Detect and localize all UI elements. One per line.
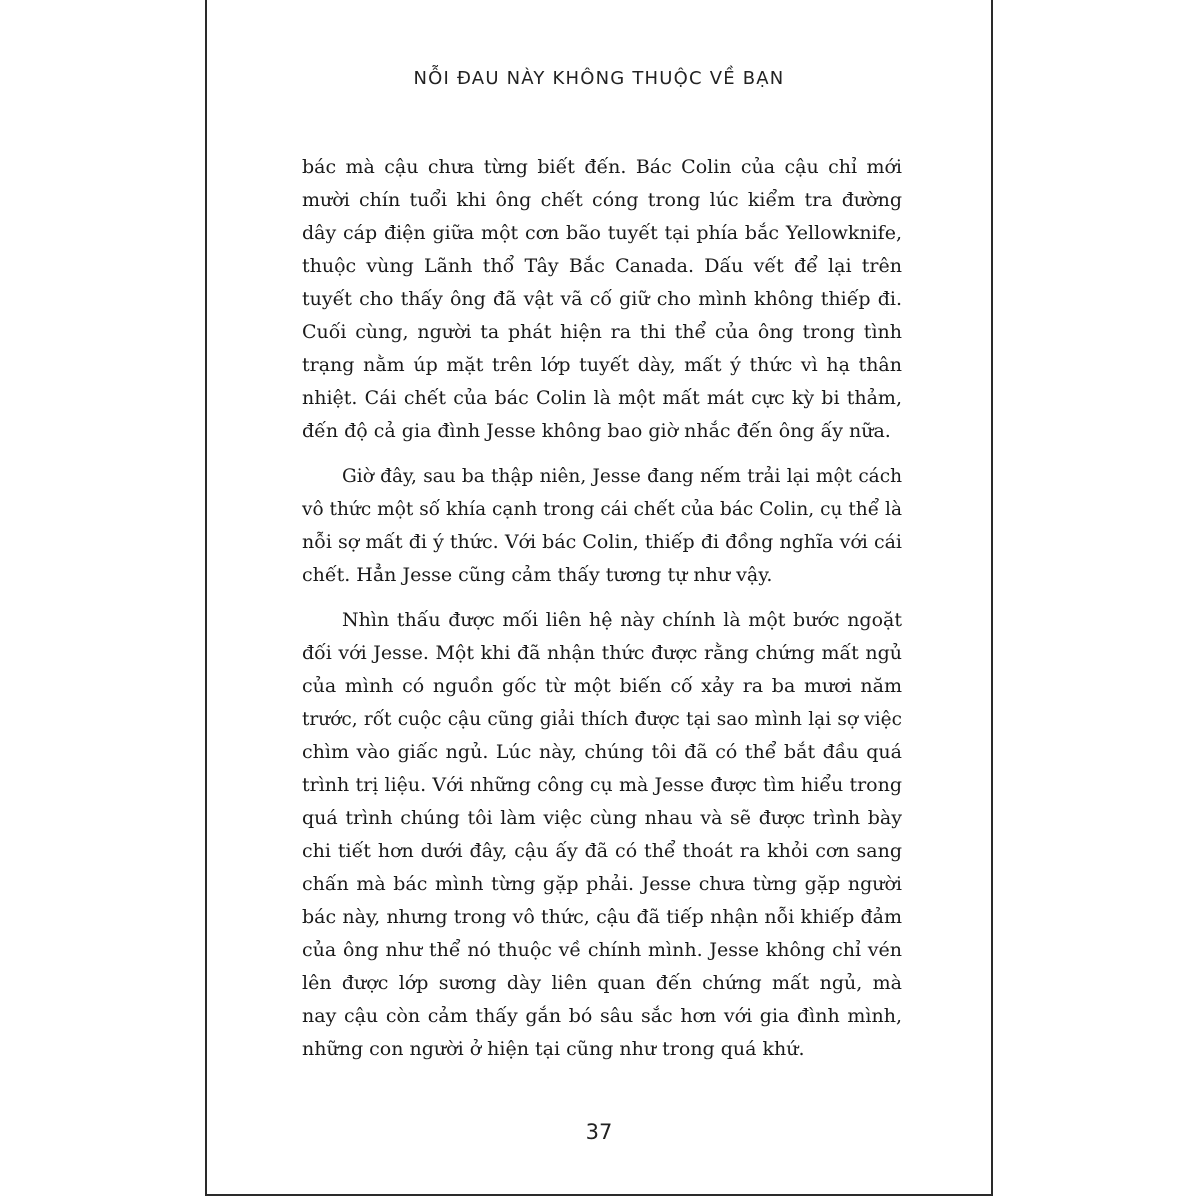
text-line: đến độ cả gia đình Jesse không bao giờ nhắc đến ông ấy nữa. (302, 420, 891, 442)
page-number: 37 (585, 1120, 613, 1144)
text-line: bác mà cậu chưa từng biết đến. Bác Colin của cậu chỉ mới (302, 156, 902, 178)
paragraph-gap (302, 592, 902, 604)
text-line: Giờ đây, sau ba thập niên, Jesse đang nếm trải lại một cách (342, 466, 902, 487)
text-line: của ông như thể nó thuộc về chính mình. Jesse không chỉ vén (302, 939, 902, 961)
text-line: những con người ở hiện tại cũng như trong quá khứ. (302, 1038, 805, 1060)
text-line: Cuối cùng, người ta phát hiện ra thi thể của ông trong tình (302, 321, 902, 343)
text-line: trước, rốt cuộc cậu cũng giải thích được tại sao mình lại sợ việc (302, 709, 902, 730)
text-line: trình trị liệu. Với những công cụ mà Jesse được tìm hiểu trong (302, 774, 902, 796)
book-page (205, 0, 993, 1196)
text-line: chi tiết hơn dưới đây, cậu ấy đã có thể thoát ra khỏi cơn sang (302, 840, 902, 862)
text-line: tuyết cho thấy ông đã vật vã cố giữ cho mình không thiếp đi. (302, 288, 902, 310)
text-line: chìm vào giấc ngủ. Lúc này, chúng tôi đã có thể bắt đầu quá (302, 741, 902, 763)
text-line: chết. Hẳn Jesse cũng cảm thấy tương tự như vậy. (302, 564, 773, 586)
text-line: nỗi sợ mất đi ý thức. Với bác Colin, thiếp đi đồng nghĩa với cái (302, 531, 902, 553)
text-line: nhiệt. Cái chết của bác Colin là một mất mát cực kỳ bi thảm, (302, 387, 902, 409)
text-line: bác này, nhưng trong vô thức, cậu đã tiếp nhận nỗi khiếp đảm (302, 906, 902, 928)
text-line: chấn mà bác mình từng gặp phải. Jesse chưa từng gặp người (302, 873, 902, 895)
running-head: NỖI ĐAU NÀY KHÔNG THUỘC VỀ BẠN (413, 68, 785, 89)
text-line: trạng nằm úp mặt trên lớp tuyết dày, mất ý thức vì hạ thân (302, 354, 902, 376)
text-line: Nhìn thấu được mối liên hệ này chính là một bước ngoặt (342, 609, 902, 631)
text-line: lên được lớp sương dày liên quan đến chứng mất ngủ, mà (302, 972, 902, 994)
body-text (302, 151, 902, 1066)
text-line: thuộc vùng Lãnh thổ Tây Bắc Canada. Dấu vết để lại trên (302, 255, 902, 277)
text-line: nay cậu còn cảm thấy gắn bó sâu sắc hơn với gia đình mình, (302, 1005, 902, 1027)
text-line: của mình có nguồn gốc từ một biến cố xảy ra ba mươi năm (302, 675, 902, 697)
text-line: đối với Jesse. Một khi đã nhận thức được rằng chứng mất ngủ (302, 642, 902, 664)
paragraph-gap (302, 448, 902, 460)
text-line: dây cáp điện giữa một cơn bão tuyết tại phía bắc Yellowknife, (302, 222, 902, 244)
text-line: quá trình chúng tôi làm việc cùng nhau và sẽ được trình bày (302, 807, 902, 829)
text-line: mười chín tuổi khi ông chết cóng trong lúc kiểm tra đường (302, 189, 902, 211)
text-line: vô thức một số khía cạnh trong cái chết của bác Colin, cụ thể là (302, 499, 902, 520)
